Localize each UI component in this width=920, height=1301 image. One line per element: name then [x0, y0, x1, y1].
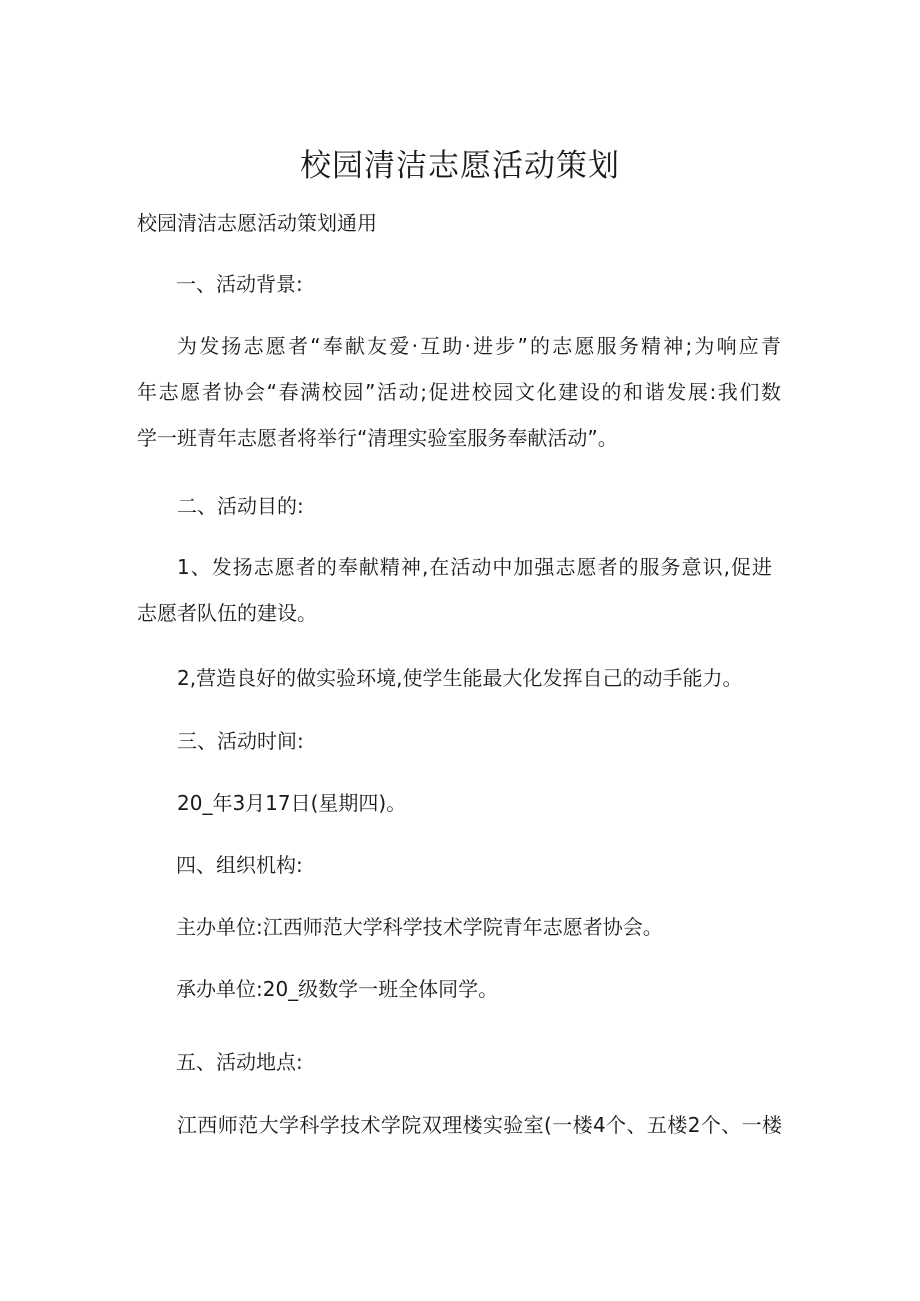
- purpose-1-line-1: 1、发扬志愿者的奉献精神,在活动中加强志愿者的服务意识,促进: [177, 555, 772, 579]
- organizer-line: 主办单位:江西师范大学科学技术学院青年志愿者协会。: [176, 915, 663, 939]
- document-title: 校园清洁志愿活动策划: [300, 148, 620, 184]
- section-heading-background: 一、活动背景:: [176, 272, 303, 296]
- background-line-1: 为发扬志愿者“奉献友爱·互助·进步”的志愿服务精神;为响应青: [177, 334, 781, 358]
- background-line-2: 年志愿者协会“春满校园”活动;促进校园文化建设的和谐发展:我们数: [137, 380, 781, 404]
- co-organizer-line: 承办单位:20_级数学一班全体同学。: [176, 977, 499, 1001]
- location-line-1: 江西师范大学科学技术学院双理楼实验室(一楼4个、五楼2个、一楼: [177, 1113, 782, 1137]
- purpose-paragraph-1: [177, 551, 772, 597]
- section-heading-purpose: 二、活动目的:: [177, 494, 304, 518]
- document-subtitle: 校园清洁志愿活动策划通用: [137, 211, 377, 235]
- section-heading-location: 五、活动地点:: [176, 1050, 303, 1074]
- location-paragraph: [177, 1109, 782, 1155]
- section-heading-time: 三、活动时间:: [177, 729, 304, 753]
- activity-date: 20_年3月17日(星期四)。: [177, 791, 407, 815]
- background-line-3: 学一班青年志愿者将举行“清理实验室服务奉献活动”。: [137, 426, 618, 450]
- purpose-1-line-2: 志愿者队伍的建设。: [137, 601, 317, 625]
- section-heading-organization: 四、组织机构:: [176, 853, 303, 877]
- purpose-paragraph-2: 2,营造良好的做实验环境,使学生能最大化发挥自己的动手能力。: [177, 666, 743, 690]
- background-paragraph-continued: [137, 376, 781, 468]
- background-paragraph: [177, 330, 781, 376]
